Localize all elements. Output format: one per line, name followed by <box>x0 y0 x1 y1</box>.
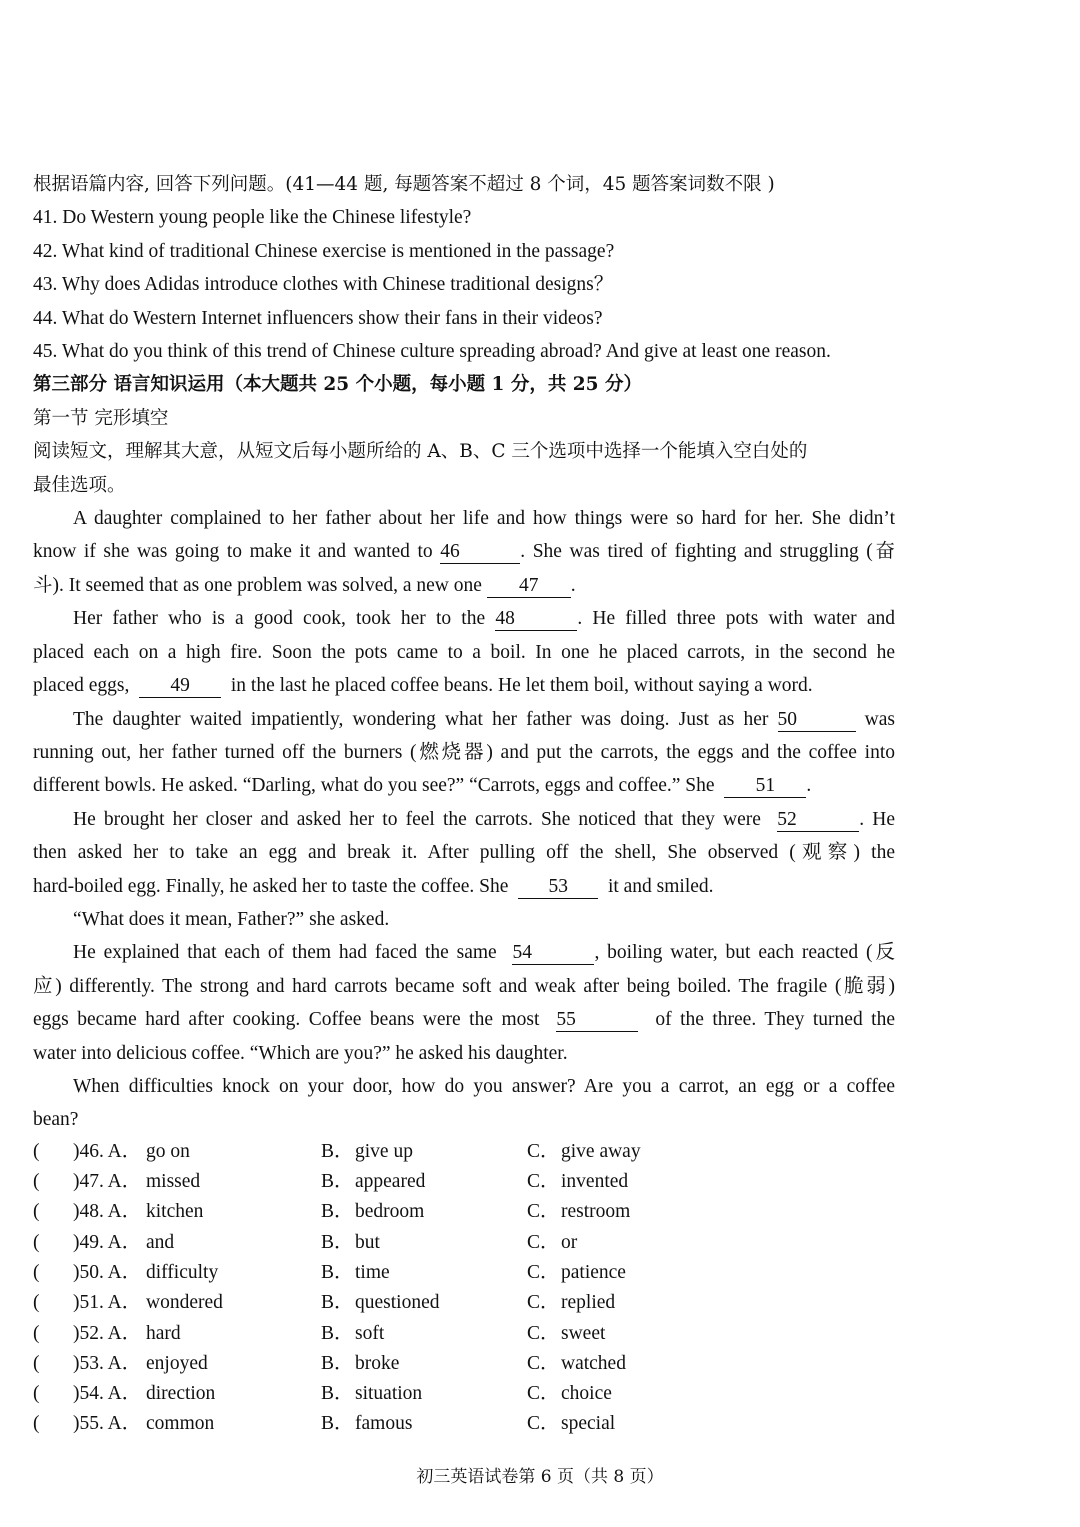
blank-50[interactable]: 50 <box>778 709 856 732</box>
passage-line: 斗). It seemed that as one problem was solved, a new one 47 . <box>33 574 576 596</box>
answer-paren[interactable]: ( <box>33 1231 40 1253</box>
option-a[interactable]: hard <box>146 1322 181 1344</box>
option-b-letter: B． <box>321 1201 354 1223</box>
answer-paren[interactable]: ( <box>33 1261 40 1283</box>
question-number: )50. A． <box>73 1261 142 1283</box>
passage-line: placed each on a high fire. Soon the pots came to a boil. In one he placed carrots, in the second he <box>33 641 895 663</box>
answer-paren[interactable]: ( <box>33 1201 40 1223</box>
blank-51[interactable]: 51 <box>724 775 806 798</box>
cloze-instruction-line2: 最佳选项。 <box>33 474 126 496</box>
answer-paren[interactable]: ( <box>33 1352 40 1374</box>
option-c-letter: C． <box>527 1322 560 1344</box>
option-c-letter: C． <box>527 1261 560 1283</box>
cloze-instruction-line1: 阅读短文，理解其大意，从短文后每小题所给的 A、B、C 三个选项中选择一个能填入空白处的 <box>33 441 808 463</box>
passage-line: then asked her to take an egg and break it. After pulling off the shell, She observed (观察) the <box>33 842 895 864</box>
question-number: )52. A． <box>73 1322 142 1344</box>
option-b[interactable]: questioned <box>355 1292 440 1314</box>
option-c-letter: C． <box>527 1201 560 1223</box>
option-c[interactable]: choice <box>561 1383 612 1405</box>
option-c-letter: C． <box>527 1292 560 1314</box>
options-list <box>33 1137 895 1440</box>
option-b[interactable]: famous <box>355 1413 413 1435</box>
option-c[interactable]: watched <box>561 1352 626 1374</box>
answer-paren[interactable]: ( <box>33 1140 40 1162</box>
passage-line: He explained that each of them had faced the same 54 , boiling water, but each reacted (反 <box>73 942 896 964</box>
passage-line: hard-boiled egg. Finally, he asked her to taste the coffee. She 53 it and smiled. <box>33 875 714 897</box>
question-45: 45. What do you think of this trend of Chinese culture spreading abroad? And give at least one reason. <box>33 341 831 363</box>
option-row <box>33 1137 895 1167</box>
question-number: )48. A． <box>73 1201 142 1223</box>
questions-instruction: 根据语篇内容, 回答下列问题。(41—44 题, 每题答案不超过 8 个词，45 题答案词数不限 ) <box>33 174 775 195</box>
exam-page <box>33 168 895 1440</box>
option-a[interactable]: difficulty <box>146 1261 219 1283</box>
answer-paren[interactable]: ( <box>33 1322 40 1344</box>
blank-48[interactable]: 48 <box>495 608 577 631</box>
option-c[interactable]: restroom <box>561 1201 631 1223</box>
option-b-letter: B． <box>321 1413 354 1435</box>
option-a[interactable]: common <box>146 1413 215 1435</box>
blank-46[interactable]: 46 <box>440 541 520 564</box>
option-row <box>33 1228 895 1258</box>
blank-53[interactable]: 53 <box>518 876 598 899</box>
option-row <box>33 1379 895 1409</box>
passage-line: The daughter waited impatiently, wondering what her father was doing. Just as her 50 was <box>73 708 895 730</box>
blank-47[interactable]: 47 <box>487 575 571 598</box>
answer-paren[interactable]: ( <box>33 1383 40 1405</box>
passage-line: Her father who is a good cook, took her to the 48 . He filled three pots with water and <box>73 608 895 630</box>
answer-paren[interactable]: ( <box>33 1413 40 1435</box>
option-b[interactable]: bedroom <box>355 1201 425 1223</box>
option-a[interactable]: and <box>146 1231 175 1253</box>
option-a[interactable]: go on <box>146 1140 190 1162</box>
question-43: 43. Why does Adidas introduce clothes with Chinese traditional designs？ <box>33 274 614 296</box>
question-number: )46. A． <box>73 1140 142 1162</box>
option-c-letter: C． <box>527 1352 560 1374</box>
passage-line: When difficulties knock on your door, how do you answer? Are you a carrot, an egg or a coffee <box>73 1075 895 1097</box>
option-a[interactable]: direction <box>146 1383 216 1405</box>
option-b[interactable]: appeared <box>355 1171 426 1193</box>
option-c[interactable]: invented <box>561 1171 629 1193</box>
question-number: )49. A． <box>73 1231 142 1253</box>
question-number: )55. A． <box>73 1413 142 1435</box>
option-b-letter: B． <box>321 1352 354 1374</box>
option-c-letter: C． <box>527 1413 560 1435</box>
option-b[interactable]: soft <box>355 1322 385 1344</box>
passage-line: placed eggs, 49 in the last he placed coffee beans. He let them boil, without saying a word. <box>33 675 813 697</box>
passage-line: bean? <box>33 1109 79 1131</box>
option-c[interactable]: give away <box>561 1140 641 1162</box>
option-c[interactable]: sweet <box>561 1322 606 1344</box>
blank-49[interactable]: 49 <box>139 675 221 698</box>
option-a[interactable]: enjoyed <box>146 1352 208 1374</box>
passage-line: “What does it mean, Father?” she asked. <box>73 908 390 930</box>
passage-line: running out, her father turned off the burners (燃烧器) and put the carrots, the eggs and the coffee into <box>33 741 895 763</box>
option-b-letter: B． <box>321 1383 354 1405</box>
blank-54[interactable]: 54 <box>512 942 594 965</box>
option-b[interactable]: but <box>355 1231 380 1253</box>
passage-line: 应) differently. The strong and hard carrots became soft and weak after being boiled. The fragile (脆弱) <box>33 975 895 997</box>
passage-line: A daughter complained to her father about her life and how things were so hard for her. She didn’t <box>73 508 895 530</box>
option-c-letter: C． <box>527 1140 560 1162</box>
option-a[interactable]: missed <box>146 1171 201 1193</box>
option-c[interactable]: replied <box>561 1292 616 1314</box>
option-c-letter: C． <box>527 1171 560 1193</box>
option-c-letter: C． <box>527 1383 560 1405</box>
blank-55[interactable]: 55 <box>556 1009 638 1032</box>
section-title: 第一节 完形填空 <box>33 407 169 429</box>
option-b-letter: B． <box>321 1322 354 1344</box>
question-42: 42. What kind of traditional Chinese exercise is mentioned in the passage? <box>33 240 615 262</box>
option-b-letter: B． <box>321 1292 354 1314</box>
option-b-letter: B． <box>321 1140 354 1162</box>
option-row <box>33 1349 895 1379</box>
answer-paren[interactable]: ( <box>33 1171 40 1193</box>
option-c-letter: C． <box>527 1231 560 1253</box>
question-number: )47. A． <box>73 1171 142 1193</box>
question-41: 41. Do Western young people like the Chinese lifestyle? <box>33 207 472 229</box>
question-number: )54. A． <box>73 1383 142 1405</box>
option-b[interactable]: give up <box>355 1140 413 1162</box>
option-c[interactable]: patience <box>561 1261 626 1283</box>
option-b[interactable]: broke <box>355 1352 400 1374</box>
page-footer: 初三英语试卷第 6 页（共 8 页） <box>416 1467 664 1487</box>
option-b[interactable]: situation <box>355 1383 423 1405</box>
option-a[interactable]: kitchen <box>146 1201 204 1223</box>
question-number: )53. A． <box>73 1352 142 1374</box>
option-row <box>33 1167 895 1197</box>
passage-line: eggs became hard after cooking. Coffee beans were the most 55 of the three. They turned the <box>33 1009 896 1031</box>
option-row <box>33 1197 895 1227</box>
option-row <box>33 1319 895 1349</box>
answer-paren[interactable]: ( <box>33 1292 40 1314</box>
blank-52[interactable]: 52 <box>777 809 859 832</box>
option-row <box>33 1258 895 1288</box>
passage-line: water into delicious coffee. “Which are you?” he asked his daughter. <box>33 1042 568 1064</box>
passage-line: He brought her closer and asked her to feel the carrots. She noticed that they were 52 . He <box>73 808 896 830</box>
option-b-letter: B． <box>321 1231 354 1253</box>
question-number: )51. A． <box>73 1292 142 1314</box>
option-b-letter: B． <box>321 1171 354 1193</box>
passage-line: different bowls. He asked. “Darling, what do you see?” “Carrots, eggs and coffee.” She 51 . <box>33 775 812 797</box>
option-c[interactable]: or <box>561 1231 578 1253</box>
option-b-letter: B． <box>321 1261 354 1283</box>
passage-line: know if she was going to make it and wanted to 46 . She was tired of fighting and struggling (奋 <box>33 541 896 563</box>
option-c[interactable]: special <box>561 1413 616 1435</box>
option-row <box>33 1288 895 1318</box>
part3-heading: 第三部分 语言知识运用（本大题共 25 个小题，每小题 1 分，共 25 分） <box>33 374 642 396</box>
option-b[interactable]: time <box>355 1261 390 1283</box>
option-a[interactable]: wondered <box>146 1292 223 1314</box>
question-44: 44. What do Western Internet influencers show their fans in their videos? <box>33 307 603 329</box>
option-row <box>33 1409 895 1439</box>
